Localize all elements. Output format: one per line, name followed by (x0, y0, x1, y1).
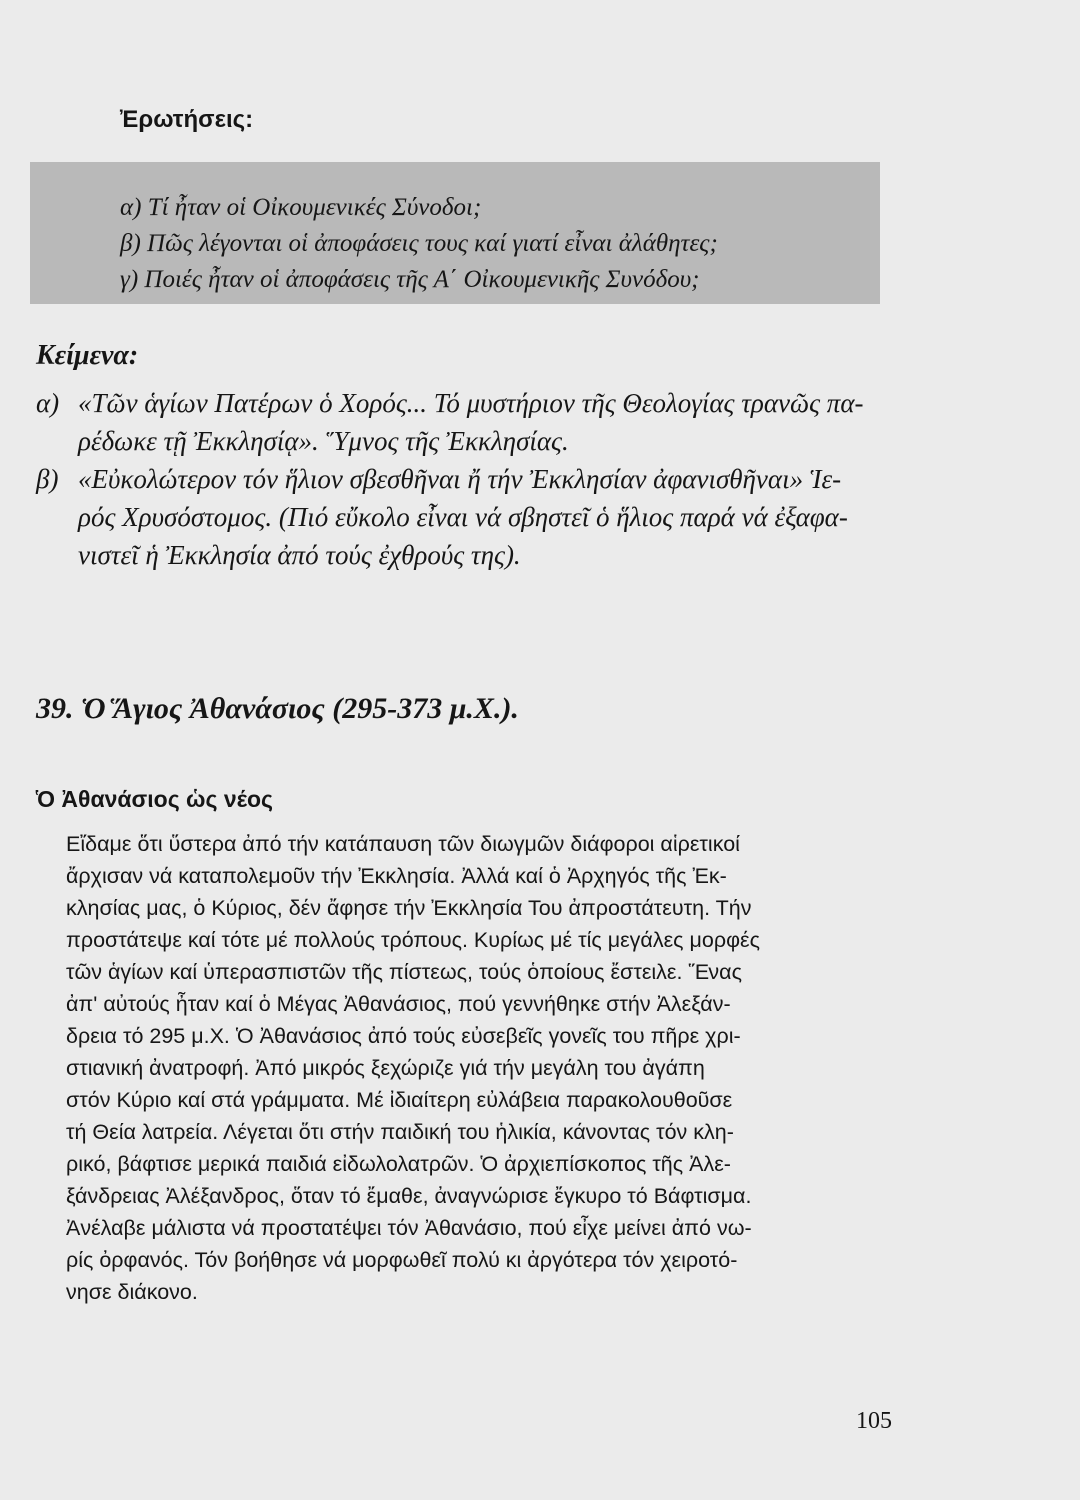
text-item-marker: α) (36, 388, 60, 418)
body-line: τή Θεία λατρεία. Λέγεται ὅτι στήν παιδική του ἡλικία, κάνοντας τόν κλη- (66, 1120, 734, 1144)
text-item (36, 384, 892, 460)
body-paragraph (66, 828, 760, 1308)
text-item (36, 460, 892, 574)
body-line: Εἴδαμε ὅτι ὕστερα ἀπό τήν κατάπαυση τῶν διωγμῶν διάφοροι αἱρετικοί (66, 832, 740, 856)
text-line: «Εὐκολώτερον τόν ἥλιον σβεσθῆναι ἤ τήν Ἐκκλησίαν ἀφανισθῆναι» Ἱε- (78, 464, 842, 494)
body-line: ἄρχισαν νά καταπολεμοῦν τήν Ἐκκλησία. Ἀλλά καί ὁ Ἀρχηγός τῆς Ἐκ- (66, 864, 727, 888)
question-item: α) Τί ἦταν οἱ Οἰκουμενικές Σύνοδοι; (120, 194, 482, 221)
text-item-content (78, 460, 848, 574)
body-line: τῶν ἁγίων καί ὑπερασπιστῶν τῆς πίστεως, τούς ὁποίους ἔστειλε. Ἕνας (66, 960, 742, 984)
text-line: ρός Χρυσόστομος. (Πιό εὔκολο εἶναι νά σβηστεῖ ὁ ἥλιος παρά νά ἐξαφα- (78, 502, 848, 532)
section-title: 39. Ὁ Ἅγιος Ἀθανάσιος (295-373 μ.Χ.). (36, 692, 519, 725)
body-line: νησε διάκονο. (66, 1280, 198, 1304)
question-item: γ) Ποιές ἦταν οἱ ἀποφάσεις τῆς Α΄ Οἰκουμενικῆς Συνόδου; (120, 266, 700, 293)
body-line: δρεια τό 295 μ.Χ. Ὁ Ἀθανάσιος ἀπό τούς εὐσεβεῖς γονεῖς του πῆρε χρι- (66, 1024, 741, 1048)
text-line: «Τῶν ἁγίων Πατέρων ὁ Χορός... Τό μυστήριον τῆς Θεολογίας τρανῶς πα- (78, 388, 864, 418)
questions-list (120, 190, 718, 298)
text-line: νιστεῖ ἡ Ἐκκλησία ἀπό τούς ἐχθρούς της). (78, 540, 521, 570)
texts-list (36, 384, 892, 574)
body-line: ρίς ὀρφανός. Τόν βοήθησε νά μορφωθεῖ πολύ κι ἀργότερα τόν χειροτό- (66, 1248, 738, 1272)
text-item-content (78, 384, 864, 460)
text-item-marker: β) (36, 464, 59, 494)
body-line: ξάνδρειας Ἀλέξανδρος, ὅταν τό ἔμαθε, ἀναγνώρισε ἔγκυρο τό Βάφτισμα. (66, 1184, 752, 1208)
body-line: Ἀνέλαβε μάλιστα νά προστατέψει τόν Ἀθανάσιο, πού εἶχε μείνει ἀπό νω- (66, 1216, 752, 1240)
texts-heading: Κείμενα: (36, 340, 139, 371)
body-line: προστάτεψε καί τότε μέ πολλούς τρόπους. Κυρίως μέ τίς μεγάλες μορφές (66, 928, 760, 952)
body-line: στόν Κύριο καί στά γράμματα. Μέ ἰδιαίτερη εὐλάβεια παρακολουθοῦσε (66, 1088, 733, 1112)
body-line: στιανική ἀνατροφή. Ἀπό μικρός ξεχώριζε γιά τήν μεγάλη του ἀγάπη (66, 1056, 705, 1080)
question-item: β) Πῶς λέγονται οἱ ἀποφάσεις τους καί γιατί εἶναι ἀλάθητες; (120, 230, 718, 257)
body-line: ἀπ' αὐτούς ἦταν καί ὁ Μέγας Ἀθανάσιος, πού γεννήθηκε στήν Ἀλεξάν- (66, 992, 731, 1016)
body-line: ρικό, βάφτισε μερικά παιδιά εἰδωλολατρῶν. Ὁ ἀρχιεπίσκοπος τῆς Ἀλε- (66, 1152, 731, 1176)
questions-heading: Ἐρωτήσεις: (120, 106, 254, 133)
text-line: ρέδωκε τῇ Ἐκκλησίᾳ». Ὕμνος τῆς Ἐκκλησίας. (78, 426, 569, 456)
body-line: κλησίας μας, ὁ Κύριος, δέν ἄφησε τήν Ἐκκλησία Του ἀπροστάτευτη. Τήν (66, 896, 752, 920)
subsection-title: Ὁ Ἀθανάσιος ὡς νέος (36, 786, 273, 812)
page-number: 105 (856, 1408, 892, 1434)
